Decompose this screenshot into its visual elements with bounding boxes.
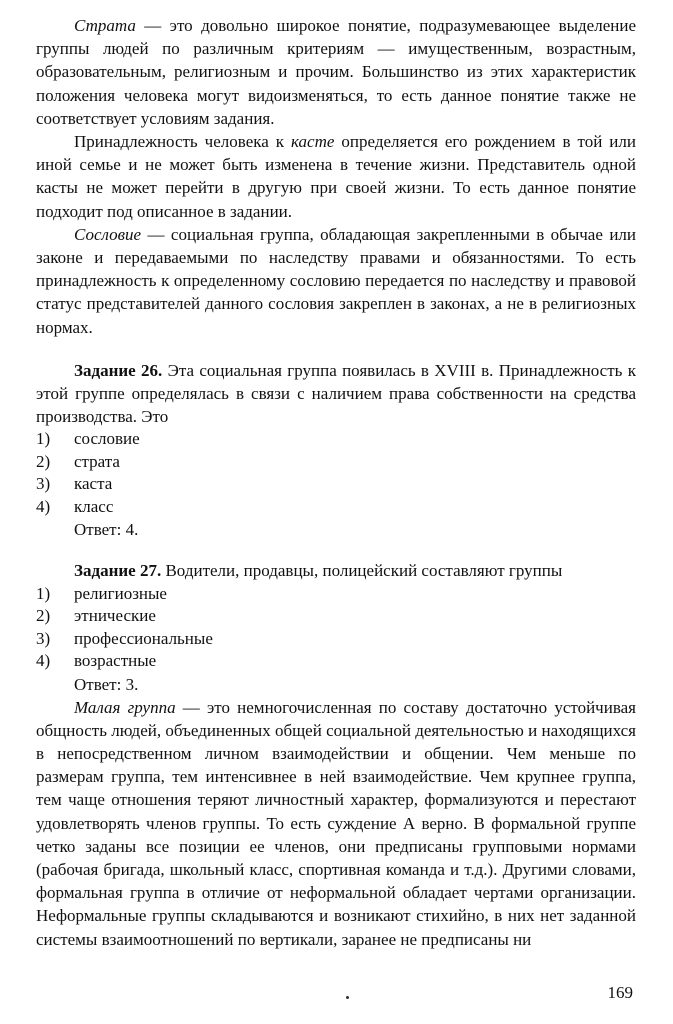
term-caste: касте [291,132,335,152]
task-27-text: Водители, продавцы, полицейский составляют группы [161,561,563,581]
task-26-option-4 [36,496,636,519]
option-number: 4) [36,496,51,516]
option-text: этнические [74,606,156,626]
paragraph-estate [36,223,636,339]
term-strata: Страта [74,16,136,35]
task-27-option-3 [36,628,636,651]
paragraph-estate-text: — социальная группа, обладающая закрепленными в обычае или законе и передаваемыми по наследству правами и обязанностями. То есть принадлежность к определенному сословию передается по наследству и правовой статус представителей данного сословия закреплен в законах, а не в религиозных нормах. [36,224,636,337]
option-text: профессиональные [74,628,213,648]
option-text: класс [74,496,114,516]
paragraph-small-group [36,696,636,951]
option-number: 1) [36,583,51,603]
option-number: 1) [36,429,51,449]
task-27-option-4 [36,650,636,673]
print-speck [346,996,349,999]
task-26-options [36,428,636,518]
option-number: 4) [36,651,51,671]
task-27-label: Задание 27. [74,561,162,581]
option-number: 3) [36,628,51,648]
task-27-options [36,583,636,673]
option-text: возрастные [74,651,157,671]
option-number: 3) [36,474,51,494]
task-26-text: Эта социальная группа появилась в XVIII в. Принадлежность к этой группе определялась в связи с наличием права собственности на средства производства. Это [36,360,636,427]
task-26-label: Задание 26. [74,360,163,380]
task-27-question [36,559,636,582]
spacer [36,339,636,359]
task-26-option-2 [36,451,636,474]
task-26-answer: Ответ: 4. [74,520,139,540]
task-26-question [36,359,636,429]
task-26-option-3 [36,473,636,496]
task-27-option-1 [36,583,636,606]
option-number: 2) [36,606,51,626]
paragraph-small-group-text: — это немногочисленная по составу достаточно устойчивая общность людей, объединенных общей социальной деятельностью и находящихся в непосредственном личном взаимодействии и общении. Чем меньше по размерам группа, тем интенсивнее в ней взаимодействие. Чем крупнее группа, тем чаще отношения теряют личностный характер, формализуются и перестают удовлетворять членов группы. То есть суждение А верно. В формальной группе четко заданы все позиции ее членов, они предписаны групповыми нормами (рабочая бригада, школьный класс, спортивная команда и т.д.). Другими словами, формальная группа в отличие от неформальной обладает чертами организации. Неформальные группы складываются и возникают стихийно, в них нет заданной системы взаимоотношений по вертикали, заранее не предписаны ни [36,697,637,949]
option-text: страта [74,451,120,471]
paragraph-caste-lead: Принадлежность человека к [74,132,292,152]
spacer [36,541,636,559]
term-small-group: Малая группа [74,697,176,717]
task-27-answer: Ответ: 3. [74,674,139,694]
page-number: 169 [607,983,633,1002]
paragraph-caste [36,130,636,223]
task-27-option-2 [36,605,636,628]
term-estate: Сословие [74,224,142,244]
paragraph-strata-text: — это довольно широкое понятие, подразумевающее выделение группы людей по различным критериям — имущественным, возрастным, образовательным, религиозным и прочим. Большинство из этих характеристик положения человека могут видоизменяться, то есть данное понятие также не соответствует условиям задания. [36,16,636,128]
option-text: каста [74,474,113,494]
option-number: 2) [36,451,51,471]
option-text: религиозные [74,583,167,603]
paragraph-caste-text: определяется его рождением в той или иной семье и не может быть изменена в течение жизни. Представитель одной касты не может перейти в другую при своей жизни. То есть данное понятие подходит под описанное в задании. [36,132,636,221]
paragraph-strata [36,14,636,130]
page-content [36,14,636,951]
task-26-option-1 [36,428,636,451]
option-text: сословие [74,429,140,449]
